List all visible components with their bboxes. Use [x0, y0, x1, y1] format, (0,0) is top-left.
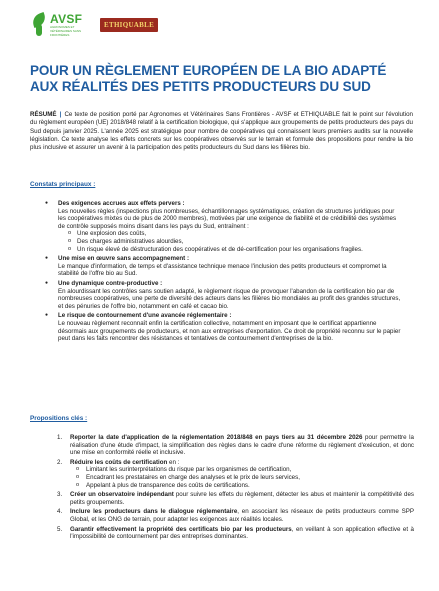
proposition-title: Reporter la date d'application de la réglementation 2018/848 en pays tiers au 31 décembre 2026 [70, 434, 363, 441]
avsf-person-icon [30, 14, 48, 36]
constat-subitem: o Des charges administratives alourdies, [68, 238, 402, 246]
constat-item [58, 255, 402, 278]
proposition-item [57, 434, 414, 457]
proposition-title: Inclure les producteurs dans le dialogue réglementaire [70, 508, 238, 516]
constats-list [58, 200, 402, 345]
document-title: POUR UN RÈGLEMENT EUROPÉEN DE LA BIO ADAPTÉ AUX RÉALITÉS DES PETITS PRODUCTEURS DU SUD [30, 63, 387, 94]
resume-paragraph [30, 111, 413, 152]
proposition-text: pour suivre les effets du règlement, détecter les abus et maintenir la compétitivité des petits groupements. [70, 491, 414, 506]
constat-title: ● Une mise en œuvre sans accompagnement : [58, 255, 190, 263]
constat-text: Le nouveau règlement reconnaît enfin la certification collective, notamment en imposant que le certificat appartienne désormais aux groupements de producteurs, et non aux entreprises d'exportation. Ce droit de propriété reconnu sur le papier peut dans les faits rencontrer des résistances et tentatives de contournement d'entreprises de la bio. [58, 319, 401, 343]
proposition-title: Créer un observatoire indépendant [70, 491, 174, 499]
constat-title: ● Des exigences accrues aux effets pervers : [58, 200, 185, 207]
constat-item [58, 200, 402, 253]
avsf-name: AVSF [50, 12, 83, 26]
proposition-subitem: o Encadrant les prestataires en charge des analyses et le prix de leurs services, [76, 474, 414, 482]
proposition-item [57, 525, 414, 541]
constat-item [58, 280, 402, 310]
constat-subitem: o Une explosion des coûts, [68, 230, 402, 238]
proposition-text: , en veillant à son application effective et à l'impossibilité de contournement par des entreprises dominantes. [70, 525, 414, 541]
proposition-text: pour permettre la réalisation d'une étude d'impact, la simplification des règles dans le cadre d'une réforme du règlement d'exécution, et donc une mise en conformité réelle et inclusive. [70, 434, 414, 457]
resume-text: Ce texte de position porté par Agronomes et Vétérinaires Sans Frontières - AVSF et ETHIQUABLE fait le point sur l'évolution du règlement européen (UE) 2018/848 relatif à la certification biologique, qui s'applique aux groupements de petits producteurs des pays du Sud depuis janvier 2025. L'année 2025 est stratégique pour nombre de coopératives qui connaissent leurs premiers audits sur la nouvelle législation. Ce texte analyse les effets concrets sur les coopératives observés sur le terrain et formule des propositions pour rendre la bio plus inclusive et assurer un avenir à la participation des petits producteurs du Sud dans les filières bio. [30, 111, 413, 151]
proposition-sublist [76, 466, 414, 489]
proposition-number: 5. [57, 525, 63, 533]
proposition-number: 4. [57, 508, 63, 516]
page-header [30, 12, 158, 38]
constat-title: ● Une dynamique contre-productive : [58, 279, 163, 287]
propositions-list [57, 434, 414, 543]
propositions-heading: Propositions clés : [30, 415, 88, 422]
constat-text: Les nouvelles règles (inspections plus nombreuses, échantillonnages systématiques, création de structures juridiques pour les coopératives mixtes ou de plus de 2000 membres), motivées par une exigence de fiabilité et de crédibilité des systèmes de contrôle supposés moins disant dans les pays du Sud, entraînent : [58, 207, 397, 230]
proposition-text: , en associant les réseaux de petits producteurs comme SPP Global, et les ONG de terrain, pour adapter les exigences aux réalités locales. [70, 508, 414, 523]
avsf-logo [30, 13, 90, 37]
constat-title: ● Le risque de contournement d'une avancée réglementaire : [58, 312, 232, 320]
proposition-item [57, 491, 414, 506]
constat-text: Le manque d'information, de temps et d'assistance technique menace l'inclusion des petits producteurs et compromet la stabilité de l'offre bio au Sud. [58, 262, 387, 278]
proposition-item [57, 458, 414, 489]
constat-sublist [68, 230, 402, 253]
proposition-text: en : [167, 458, 180, 466]
proposition-subitem: o Limitant les surinterprétations du risque par les organismes de certification, [76, 466, 414, 474]
proposition-number: 1. [57, 434, 63, 441]
proposition-item [57, 508, 414, 523]
resume-label: RÉSUMÉ [30, 111, 57, 118]
avsf-tagline: AGRONOMES ET VÉTÉRINAIRES SANS FRONTIÈRES [50, 25, 82, 37]
constats-heading: Constats principaux : [30, 181, 96, 188]
constat-item [58, 312, 402, 342]
proposition-number: 2. [57, 458, 63, 466]
constat-subitem: o Un risque élevé de déstructuration des coopératives et de dé-certification pour les organisations fragiles. [68, 246, 402, 254]
proposition-number: 3. [57, 491, 63, 499]
resume-separator: | [59, 111, 62, 118]
constat-text: En alourdissant les contrôles sans soutien adapté, le règlement risque de provoquer l'abandon de la certification bio par de nombreuses coopératives, une perte de diversité des acteurs dans les filières bio mondiales au profit des grandes structures, et des pénuries de l'offre bio, notamment en café et cacao bio. [58, 287, 401, 310]
proposition-title: Réduire les coûts de certification [70, 458, 168, 466]
proposition-subitem: o Appelant à plus de transparence des coûts de certifications. [76, 482, 414, 490]
proposition-title: Garantir effectivement la propriété des certificats bio par les producteurs [70, 525, 292, 533]
ethiquable-logo: ETHIQUABLE [100, 18, 158, 32]
